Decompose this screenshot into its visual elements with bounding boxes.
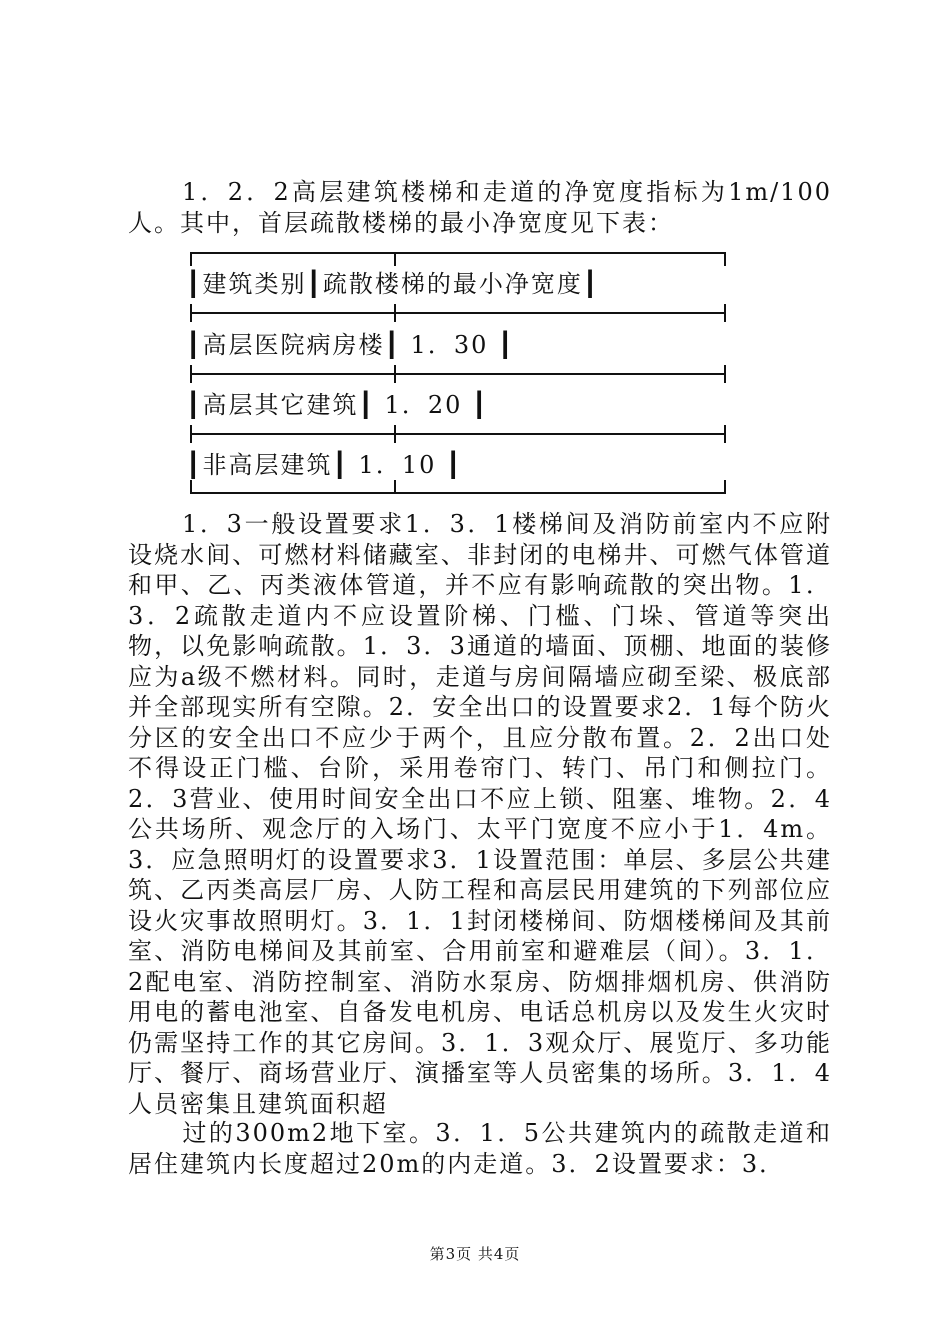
table-divider: ┃: [306, 270, 323, 298]
table-divider: ┃: [472, 391, 489, 419]
table-rule: [190, 373, 726, 375]
table-row: [186, 330, 514, 360]
stair-width-table: [186, 252, 726, 495]
paragraph-setting-requirements: [128, 509, 832, 1119]
table-divider: ┃: [186, 331, 203, 359]
table-header-min-width: 疏散楼梯的最小净宽度: [322, 270, 583, 298]
table-tick: [394, 304, 396, 322]
table-rule: [190, 252, 726, 254]
table-cell-min-width: 1．20: [384, 391, 463, 419]
table-tick: [394, 252, 396, 266]
table-cell-category: 非高层建筑: [202, 451, 333, 479]
table-divider: ┃: [186, 391, 203, 419]
table-row: [186, 390, 488, 420]
table-header-category: 建筑类别: [202, 270, 307, 298]
paragraph-stair-width: [128, 177, 832, 238]
table-rule: [190, 433, 726, 435]
table-cell-min-width: 1．10: [358, 451, 437, 479]
paragraph-continuation: [128, 1118, 832, 1179]
table-cell-category: 高层医院病房楼: [202, 331, 385, 359]
table-tick: [724, 252, 726, 266]
table-rule: [190, 312, 726, 314]
table-header-row: [186, 269, 599, 299]
table-divider: ┃: [446, 451, 463, 479]
paragraph-text: 1．3一般设置要求1．3．1楼梯间及消防前室内不应附设烧水间、可燃材料储藏室、非封闭的电梯井、可燃气体管道和甲、乙、丙类液体管道，并不应有影响疏散的突出物。1．3．2疏散走道内不应设置阶梯、门槛、门垛、管道等突出物，以免影响疏散。1．3．3通道的墙面、顶棚、地面的装修应为a级不燃材料。同时，走道与房间隔墙应砌至梁、极底部并全部现实所有空隙。2．安全出口的设置要求2．1每个防火分区的安全出口不应少于两个，且应分散布置。2．2出口处不得设正门槛、台阶，采用卷帘门、转门、吊门和侧拉门。2．3营业、使用时间安全出口不应上锁、阻塞、堆物。2．4公共场所、观念厅的入场门、太平门宽度不应小于1．4m。3．应急照明灯的设置要求3．1设置范围：单层、多层公共建筑、乙丙类高层厂房、人防工程和高层民用建筑的下列部位应设火灾事故照明灯。3．1．1封闭楼梯间、防烟楼梯间及其前室、消防电梯间及其前室、合用前室和避难层（间）。3．1．2配电室、消防控制室、消防水泵房、防烟排烟机房、供消防用电的蓄电池室、自备发电机房、电话总机房以及发生火灾时仍需坚持工作的其它房间。3．1．3观众厅、展览厅、多功能厅、餐厅、商场营业厅、演播室等人员密集的场所。3．1．4人员密集且建筑面积超: [128, 510, 832, 1118]
table-divider: ┃: [186, 451, 203, 479]
table-tick: [190, 252, 192, 266]
table-row: [186, 450, 462, 480]
table-tick: [190, 365, 192, 383]
table-tick: [724, 304, 726, 322]
table-tick: [190, 304, 192, 322]
table-tick: [190, 425, 192, 443]
table-tick: [724, 480, 726, 494]
table-cell-min-width: 1．30: [410, 331, 489, 359]
table-divider: ┃: [358, 391, 375, 419]
table-tick: [394, 365, 396, 383]
table-divider: ┃: [384, 331, 401, 359]
paragraph-text: 1．2．2高层建筑楼梯和走道的净宽度指标为1m/100人。其中，首层疏散楼梯的最小净宽度见下表：: [128, 178, 832, 237]
table-tick: [394, 425, 396, 443]
table-divider: ┃: [186, 270, 203, 298]
table-tick: [190, 480, 192, 494]
paragraph-text: 过的300m2地下室。3．1．5公共建筑内的疏散走道和居住建筑内长度超过20m的内走道。3．2设置要求：3．: [128, 1119, 832, 1178]
table-tick: [724, 425, 726, 443]
table-cell-category: 高层其它建筑: [202, 391, 359, 419]
table-rule: [190, 492, 726, 494]
table-divider: ┃: [332, 451, 349, 479]
table-divider: ┃: [582, 270, 600, 298]
page-footer: 第3页 共4页: [429, 1245, 521, 1263]
table-divider: ┃: [498, 331, 515, 359]
table-tick: [724, 365, 726, 383]
table-tick: [394, 480, 396, 494]
